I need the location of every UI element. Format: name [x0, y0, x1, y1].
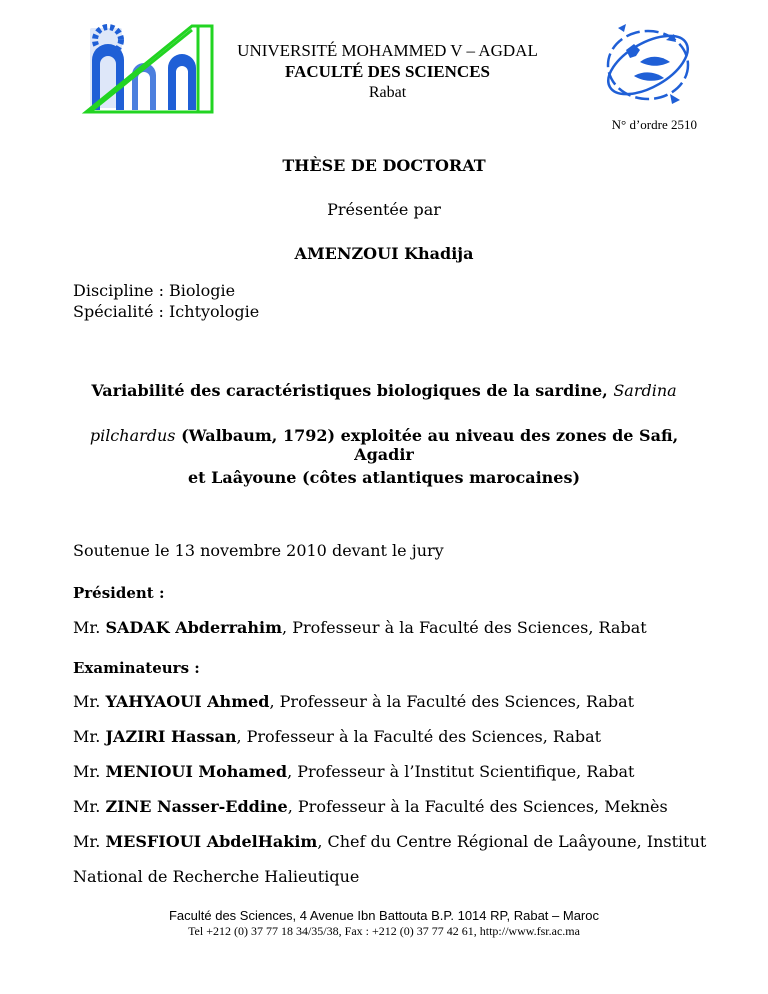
title-italic-species: pilchardus: [89, 426, 176, 445]
member-role: , Professeur à la Faculté des Sciences, Rabat: [282, 618, 647, 637]
title-prefix: Mr.: [73, 797, 106, 816]
member-name: MESFIOUI AbdelHakim: [105, 832, 318, 851]
president-label: Président :: [73, 584, 165, 602]
discipline: Discipline : Biologie: [73, 281, 236, 300]
university-name: UNIVERSITÉ MOHAMMED V – AGDAL: [237, 41, 538, 60]
title-prefix: Mr.: [73, 832, 106, 851]
examiner-entry: [73, 762, 634, 781]
city-name: Rabat: [368, 84, 407, 101]
member-name: SADAK Abderrahim: [105, 618, 283, 637]
footer-address: Faculté des Sciences, 4 Avenue Ibn Battouta B.P. 1014 RP, Rabat – Maroc: [168, 908, 599, 923]
member-role: , Professeur à la Faculté des Sciences, Meknès: [287, 797, 668, 816]
footer-contact: Tel +212 (0) 37 77 18 34/35/38, Fax : +212 (0) 37 77 42 61, http://www.fsr.ac.ma: [188, 924, 580, 938]
member-role: , Chef du Centre Régional de Laâyoune, Institut: [317, 832, 707, 851]
examiners-label: Examinateurs :: [73, 659, 200, 677]
examiner-entry: [73, 797, 668, 816]
title-prefix: Mr.: [73, 692, 106, 711]
faculty-name: FACULTÉ DES SCIENCES: [284, 62, 490, 81]
thesis-type: THÈSE DE DOCTORAT: [282, 156, 486, 175]
examiner-continuation: National de Recherche Halieutique: [73, 867, 360, 886]
member-role: , Professeur à l’Institut Scientifique, Rabat: [287, 762, 635, 781]
examiner-entry: [73, 727, 601, 746]
discipline-block: [73, 280, 259, 322]
thesis-title-line-2: [60, 426, 708, 464]
university-logo-icon: [80, 20, 216, 120]
member-name: MENIOUI Mohamed: [105, 762, 288, 781]
member-name: JAZIRI Hassan: [105, 727, 237, 746]
examiner-entry: [73, 832, 706, 851]
title-prefix: Mr.: [73, 727, 106, 746]
presented-by: Présentée par: [327, 200, 441, 219]
member-name: ZINE Nasser-Eddine: [105, 797, 288, 816]
examiner-entry: [73, 692, 634, 711]
faculty-emblem-icon: [600, 20, 696, 110]
thesis-title-line-1: [60, 381, 708, 400]
specialty: Spécialité : Ichtyologie: [73, 302, 260, 321]
president-entry: [73, 618, 647, 637]
title-prefix: Mr.: [73, 618, 106, 637]
member-role: , Professeur à la Faculté des Sciences, Rabat: [236, 727, 602, 746]
university-header: [210, 40, 565, 103]
thesis-title-line-3: et Laâyoune (côtes atlantiques marocaines): [187, 468, 581, 487]
member-role: , Professeur à la Faculté des Sciences, Rabat: [269, 692, 635, 711]
defense-date: Soutenue le 13 novembre 2010 devant le jury: [73, 541, 444, 560]
title-text: Variabilité des caractéristiques biologiques de la sardine,: [91, 381, 614, 400]
order-number: N° d’ordre 2510: [611, 117, 697, 132]
author-name: AMENZOUI Khadija: [294, 244, 474, 263]
title-prefix: Mr.: [73, 762, 106, 781]
member-name: YAHYAOUI Ahmed: [105, 692, 270, 711]
title-italic-genus: Sardina: [613, 381, 677, 400]
title-text: (Walbaum, 1792) exploitée au niveau des zones de Safi, Agadir: [175, 426, 679, 464]
